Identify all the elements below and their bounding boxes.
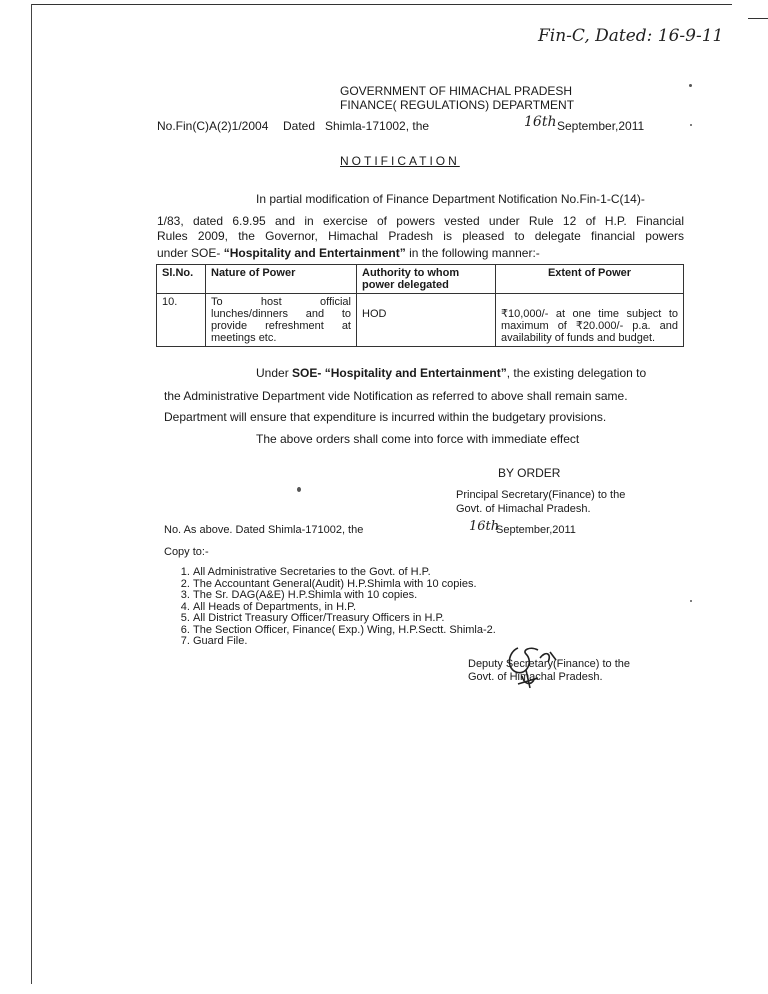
notification-title: NOTIFICATION xyxy=(340,154,460,168)
para2-line1-suffix: , the existing delegation to xyxy=(506,366,647,380)
para1-line4-prefix: under SOE- xyxy=(157,246,224,260)
scan-speck xyxy=(689,84,692,87)
copy-to-label: Copy to:- xyxy=(164,546,209,558)
ref-date-printed: September,2011 xyxy=(557,119,645,133)
delegation-table xyxy=(156,264,684,347)
copy-ref-text: No. As above. Dated Shimla-171002, the xyxy=(164,524,364,536)
page-border-left xyxy=(31,4,32,984)
col-extent: Extent of Power xyxy=(496,265,684,294)
table-header-row xyxy=(157,265,684,294)
cell-nature: To host official lunches/dinners and to provide refreshment at meetings etc. xyxy=(206,294,357,347)
list-item: 1. All Administrative Secretaries to the Govt. of H.P. xyxy=(193,567,496,579)
para1-line4-suffix: in the following manner:- xyxy=(405,246,540,260)
para2-soe-bold: SOE- “Hospitality and Entertainment” xyxy=(292,366,507,380)
ref-date-handwritten: 16th xyxy=(524,114,557,130)
para1-line4 xyxy=(157,246,540,260)
by-order: BY ORDER xyxy=(498,466,561,480)
list-item: 7. Guard File. xyxy=(193,636,496,648)
page-corner-mark xyxy=(748,18,768,19)
col-nature: Nature of Power xyxy=(206,265,357,294)
para2-line1-prefix: Under xyxy=(256,366,293,380)
col-slno: Sl.No. xyxy=(157,265,206,294)
cell-authority: HOD xyxy=(357,294,496,347)
copy-ref-date-handwritten: 16th xyxy=(469,519,500,534)
signature2-line2: Govt. of Himachal Pradesh. xyxy=(468,671,603,683)
col-authority: Authority to whom power delegated xyxy=(357,265,496,294)
cell-slno: 10. xyxy=(157,294,206,347)
page-border-top xyxy=(32,4,732,5)
header-government: GOVERNMENT OF HIMACHAL PRADESH xyxy=(340,84,573,98)
para1-line3: Rules 2009, the Governor, Himachal Pradesh is pleased to delegate financial powers xyxy=(157,229,684,243)
para2-line2: the Administrative Department vide Notification as referred to above shall remain same. xyxy=(164,389,628,403)
list-item: 6. The Section Officer, Finance( Exp.) Wing, H.P.Sectt. Shimla-2. xyxy=(193,625,496,637)
list-item: 2. The Accountant General(Audit) H.P.Shimla with 10 copies. xyxy=(193,579,496,591)
copy-to-list xyxy=(175,567,496,648)
header-department: FINANCE( REGULATIONS) DEPARTMENT xyxy=(340,98,575,112)
scan-speck xyxy=(297,487,301,492)
soe-hospitality-bold: “Hospitality and Entertainment” xyxy=(223,246,406,260)
signature1-line1: Principal Secretary(Finance) to the xyxy=(456,489,626,501)
list-item: 5. All District Treasury Officer/Treasury Officers in H.P. xyxy=(193,613,496,625)
para2-line1 xyxy=(256,366,646,380)
table-row xyxy=(157,294,684,347)
para2-line3: Department will ensure that expenditure is incurred within the budgetary provisions. xyxy=(164,410,607,424)
ref-place: Shimla-171002, the xyxy=(325,119,430,133)
list-item: 4. All Heads of Departments, in H.P. xyxy=(193,602,496,614)
para2-line4: The above orders shall come into force with immediate effect xyxy=(256,432,580,446)
scan-speck xyxy=(690,600,692,602)
ref-dated-label: Dated xyxy=(283,119,316,133)
handwritten-file-note: Fin-C, Dated: 16-9-11 xyxy=(538,26,724,46)
signature2-line1: Deputy Secretary(Finance) to the xyxy=(468,658,631,670)
para1-line2: 1/83, dated 6.9.95 and in exercise of powers vested under Rule 12 of H.P. Financial xyxy=(157,214,684,228)
para1-line1: In partial modification of Finance Department Notification No.Fin-1-C(14)- xyxy=(256,192,645,206)
ref-number: No.Fin(C)A(2)1/2004 xyxy=(157,119,269,133)
list-item: 3. The Sr. DAG(A&E) H.P.Shimla with 10 copies. xyxy=(193,590,496,602)
cell-extent: ₹10,000/- at one time subject to maximum of ₹20.000/- p.a. and availability of funds and budget. xyxy=(496,294,684,347)
signature1-line2: Govt. of Himachal Pradesh. xyxy=(456,503,591,515)
scan-speck xyxy=(690,124,692,126)
copy-ref-date-printed: September,2011 xyxy=(496,524,576,536)
